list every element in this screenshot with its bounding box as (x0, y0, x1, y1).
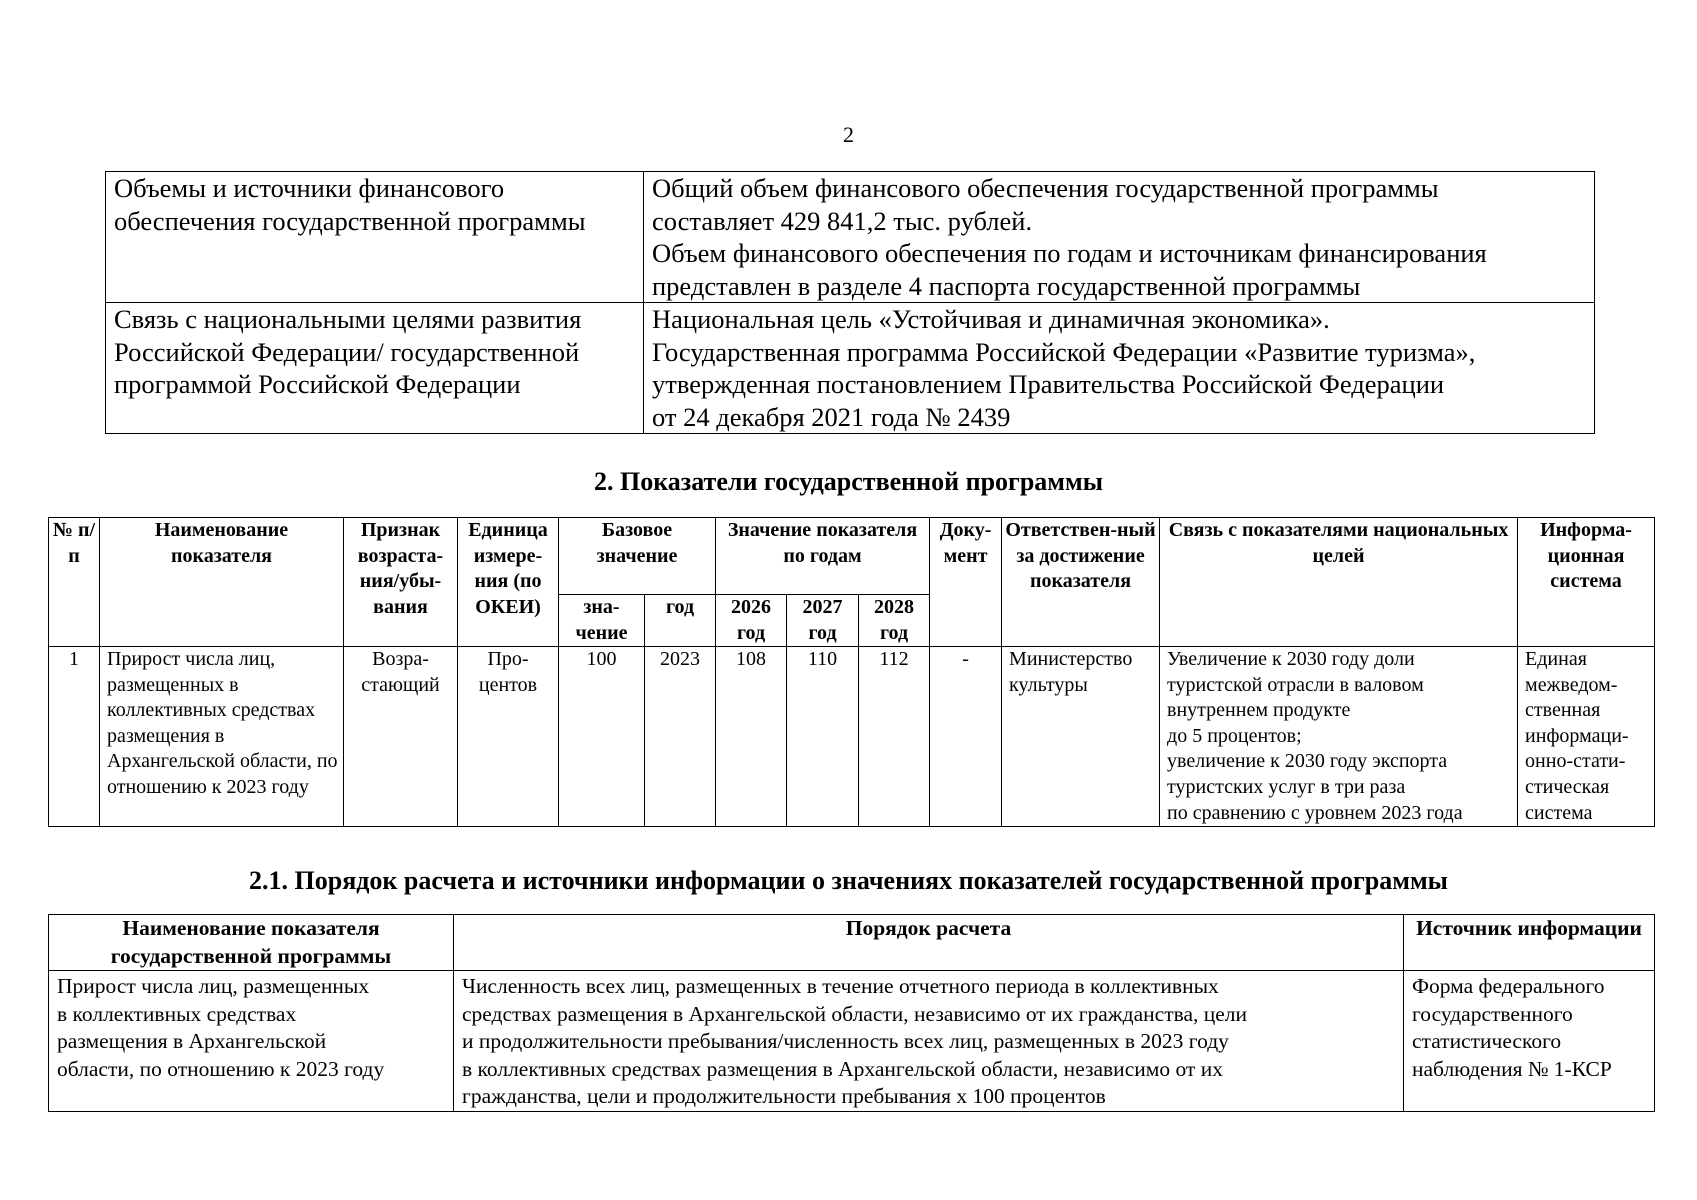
link-line: Увеличение к 2030 году доли (1167, 648, 1415, 670)
cell-responsible: Министерство культуры (1002, 647, 1160, 827)
calc-header-row (49, 915, 1655, 971)
col-header-base-year: год (645, 595, 716, 647)
source-line: статистического (1412, 1029, 1562, 1053)
cell-base-year: 2023 (645, 647, 716, 827)
cell-indicator-name (49, 971, 454, 1112)
cell-unit: Про-центов (458, 647, 559, 827)
table-row (49, 971, 1655, 1112)
cell-doc: - (930, 647, 1002, 827)
col-header-base-value: зна-чение (559, 595, 645, 647)
link-line: по сравнению с уровнем 2023 года (1167, 801, 1463, 824)
source-line: Форма федерального (1412, 974, 1605, 998)
col-header-link: Связь с показателями национальных целей (1160, 518, 1518, 647)
col-header-sign: Признак возраста-ния/убы-вания (344, 518, 458, 647)
link-line: внутреннем продукте (1167, 699, 1351, 722)
passport-label-national-goals: Связь с национальными целями развития Российской Федерации/ государственной программой Российской Федерации (106, 303, 644, 434)
passport-line: Национальная цель «Устойчивая и динамичная экономика». (652, 304, 1330, 334)
name-line: Прирост числа лиц, размещенных (57, 974, 370, 998)
source-line: наблюдения № 1-КСР (1412, 1056, 1612, 1081)
link-line: увеличение к 2030 году экспорта (1167, 750, 1448, 773)
cell-name: Прирост числа лиц, размещенных в коллективных средствах размещения в Архангельской области, по отношению к 2023 году (100, 647, 344, 827)
passport-row-national-goals (106, 303, 1595, 434)
source-line: государственного (1412, 1001, 1573, 1026)
passport-table (105, 171, 1595, 434)
passport-line: Государственная программа Российской Федерации «Развитие туризма», (652, 336, 1476, 367)
cell-method (454, 971, 1404, 1112)
calculation-table (48, 914, 1655, 1112)
col-header-2027: 2027 год (787, 595, 859, 647)
page-number: 2 (843, 122, 854, 147)
col-header-name: Наименование показателя (100, 518, 344, 647)
cell-source (1404, 971, 1655, 1112)
col-header-2028: 2028 год (859, 595, 930, 647)
col-header-indicator-name: Наименование показателя государственной программы (49, 915, 454, 971)
passport-line: составляет 429 841,2 тыс. рублей. (652, 205, 1033, 236)
method-line: Численность всех лиц, размещенных в течение отчетного периода в коллективных (462, 974, 1219, 998)
method-line: и продолжительности пребывания/численность всех лиц, размещенных в 2023 году (462, 1029, 1229, 1053)
method-line: в коллективных средствах размещения в Архангельской области, независимо от их (462, 1056, 1223, 1081)
cell-2026: 108 (716, 647, 787, 827)
passport-line: Общий объем финансового обеспечения государственной программы (652, 173, 1439, 203)
passport-line: Объем финансового обеспечения по годам и источникам финансирования (652, 238, 1487, 268)
col-header-source: Источник информации (1404, 915, 1655, 971)
col-header-2026: 2026 год (716, 595, 787, 647)
indicators-table (48, 517, 1655, 827)
cell-2028: 112 (859, 647, 930, 827)
name-line: размещения в Архангельской (57, 1029, 327, 1053)
passport-label-financing: Объемы и источники финансового обеспечения государственной программы (106, 172, 644, 303)
cell-infosys: Единая межведом-ственная информаци-онно-стати-стическая система (1518, 647, 1655, 827)
section-2-1-heading: 2.1. Порядок расчета и источники информации о значениях показателей государственной программы (249, 866, 1448, 895)
name-line: области, по отношению к 2023 году (57, 1056, 385, 1081)
cell-base-value: 100 (559, 647, 645, 827)
link-line: туристских услуг в три раза (1167, 775, 1406, 798)
cell-link (1160, 647, 1518, 827)
col-header-responsible: Ответствен-ный за достижение показателя (1002, 518, 1160, 647)
table-row (49, 647, 1655, 827)
col-header-num: № п/п (49, 518, 100, 647)
section-2-heading: 2. Показатели государственной программы (593, 467, 1104, 496)
passport-line: утвержденная постановлением Правительства Российской Федерации (652, 369, 1445, 399)
link-line: до 5 процентов; (1167, 724, 1302, 747)
cell-num: 1 (49, 647, 100, 827)
passport-line: от 24 декабря 2021 года № 2439 (652, 401, 1011, 432)
col-header-unit: Единица измере-ния (по ОКЕИ) (458, 518, 559, 647)
col-header-base: Базовое значение (559, 518, 716, 595)
cell-sign: Возра-стающий (344, 647, 458, 827)
col-header-infosys: Информа-ционная система (1518, 518, 1655, 647)
passport-value-financing (644, 172, 1595, 303)
cell-2027: 110 (787, 647, 859, 827)
indicators-header-row (49, 518, 1655, 595)
link-line: туристской отрасли в валовом (1167, 673, 1424, 696)
passport-value-national-goals (644, 303, 1595, 434)
method-line: гражданства, цели и продолжительности пребывания х 100 процентов (462, 1084, 1106, 1108)
col-header-doc: Доку-мент (930, 518, 1002, 647)
col-header-values: Значение показателя по годам (716, 518, 930, 595)
passport-line: представлен в разделе 4 паспорта государственной программы (652, 270, 1361, 301)
col-header-method: Порядок расчета (454, 915, 1404, 971)
passport-row-financing (106, 172, 1595, 303)
method-line: средствах размещения в Архангельской области, независимо от их гражданства, цели (462, 1001, 1248, 1026)
name-line: в коллективных средствах (57, 1001, 297, 1026)
